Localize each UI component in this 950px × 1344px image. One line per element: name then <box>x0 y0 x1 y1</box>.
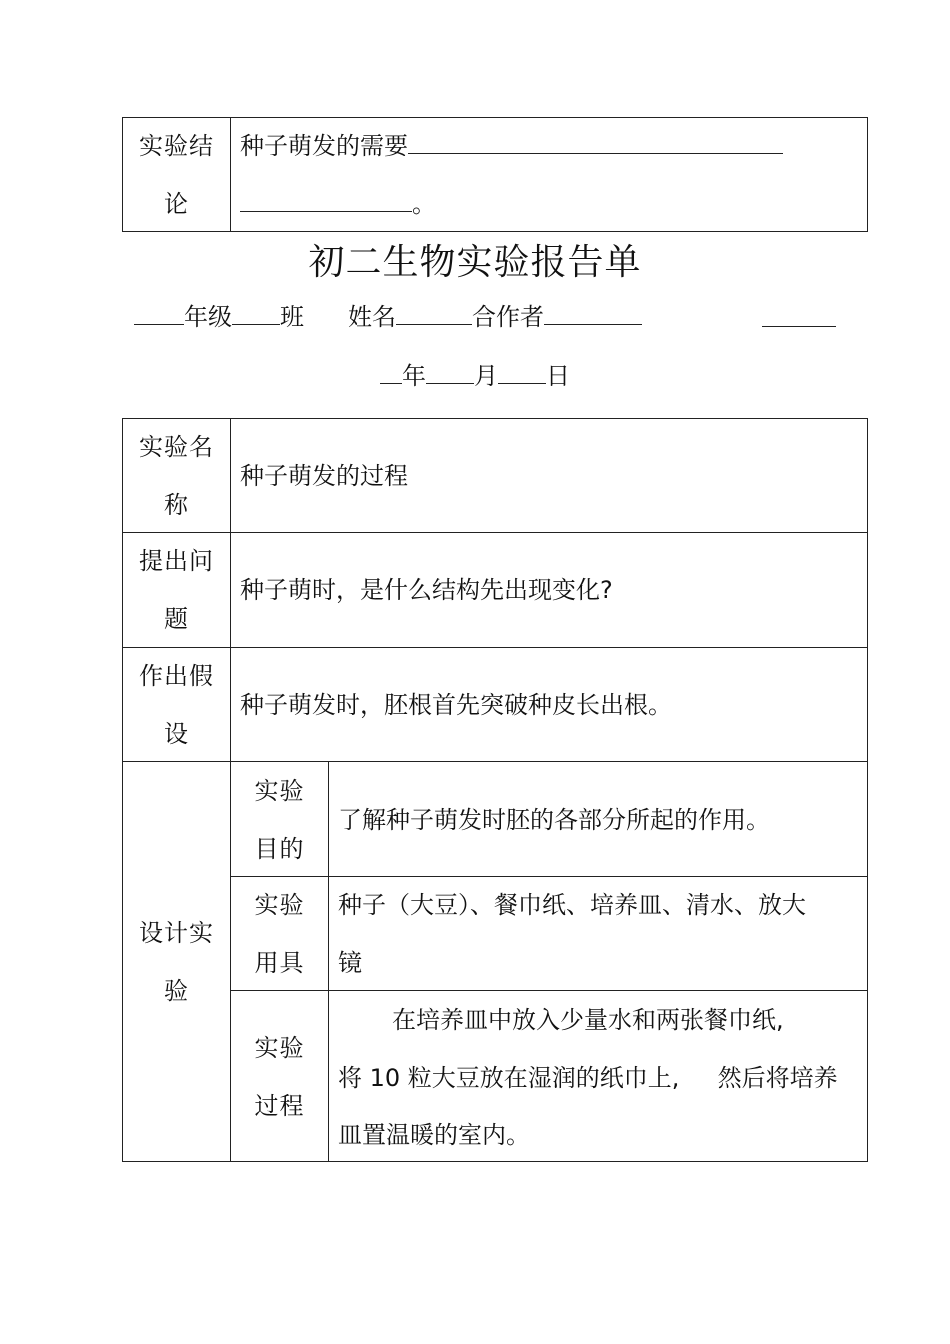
page-title: 初二生物实验报告单 <box>308 242 642 283</box>
name-blank[interactable] <box>396 302 472 325</box>
design-process-content-line1: 在培养皿中放入少量水和两张餐巾纸, <box>392 1006 784 1034</box>
row-name-content: 种子萌发的过程 <box>240 462 408 490</box>
info-line-1 <box>134 299 642 335</box>
row-name-label-line1: 实验名 <box>139 433 214 461</box>
design-tools-label-line2: 用具 <box>254 949 305 977</box>
design-tools-content-line1: 种子（大豆）、餐巾纸、培养皿、清水、放大 <box>338 891 806 919</box>
design-process-content-line3: 皿置温暖的室内。 <box>338 1121 530 1149</box>
conclusion-text-prefix: 种子萌发的需要 <box>240 132 408 160</box>
day-blank[interactable] <box>498 361 546 384</box>
row-name-label-line2: 称 <box>164 491 189 519</box>
day-label: 日 <box>546 362 570 390</box>
design-purpose-label-line2: 目的 <box>254 835 305 863</box>
report-row-divider-1 <box>122 532 868 533</box>
name-label: 姓名 <box>348 303 396 331</box>
design-process-label-line1: 实验 <box>254 1034 305 1062</box>
row-hypothesis-label-line1: 作出假 <box>139 662 214 690</box>
conclusion-text-end: 。 <box>412 190 436 218</box>
conclusion-blank-2[interactable] <box>240 189 412 212</box>
report-row-divider-2 <box>122 647 868 648</box>
row-design-label-line2: 验 <box>164 977 189 1005</box>
design-purpose-content: 了解种子萌发时胚的各部分所起的作用。 <box>338 806 770 834</box>
conclusion-text-line1 <box>240 117 783 175</box>
conclusion-text-line2 <box>240 175 436 233</box>
grade-blank[interactable] <box>134 302 184 325</box>
row-question-label-line2: 题 <box>164 605 189 633</box>
year-blank[interactable] <box>380 361 402 384</box>
conclusion-divider <box>230 117 231 232</box>
partner-label: 合作者 <box>472 303 544 331</box>
row-question-label-line1: 提出问 <box>139 547 214 575</box>
row-hypothesis-content: 种子萌发时，胚根首先突破种皮长出根。 <box>240 691 672 719</box>
report-col-divider-2 <box>328 762 329 1162</box>
class-blank[interactable] <box>232 302 280 325</box>
row-question-content: 种子萌时，是什么结构先出现变化? <box>240 576 613 604</box>
month-label: 月 <box>474 362 498 390</box>
row-hypothesis-label-line2: 设 <box>164 720 189 748</box>
conclusion-label-line2: 论 <box>164 190 189 218</box>
row-design-label-line1: 设计实 <box>139 919 214 947</box>
month-blank[interactable] <box>426 361 474 384</box>
info-line-2 <box>380 358 570 394</box>
design-tools-label-line1: 实验 <box>254 891 305 919</box>
conclusion-label-line1: 实验结 <box>139 132 214 160</box>
partner-blank[interactable] <box>544 302 642 325</box>
date-lead-blank[interactable] <box>762 326 836 327</box>
year-label: 年 <box>402 362 426 390</box>
grade-label: 年级 <box>184 303 232 331</box>
design-process-label-line2: 过程 <box>254 1092 305 1120</box>
design-purpose-label-line1: 实验 <box>254 777 305 805</box>
design-tools-content-line2: 镜 <box>338 949 362 977</box>
design-process-content-line2: 将 10 粒大豆放在湿润的纸巾上, 然后将培养 <box>338 1064 838 1092</box>
conclusion-blank-1[interactable] <box>408 131 783 154</box>
class-label: 班 <box>280 303 304 331</box>
